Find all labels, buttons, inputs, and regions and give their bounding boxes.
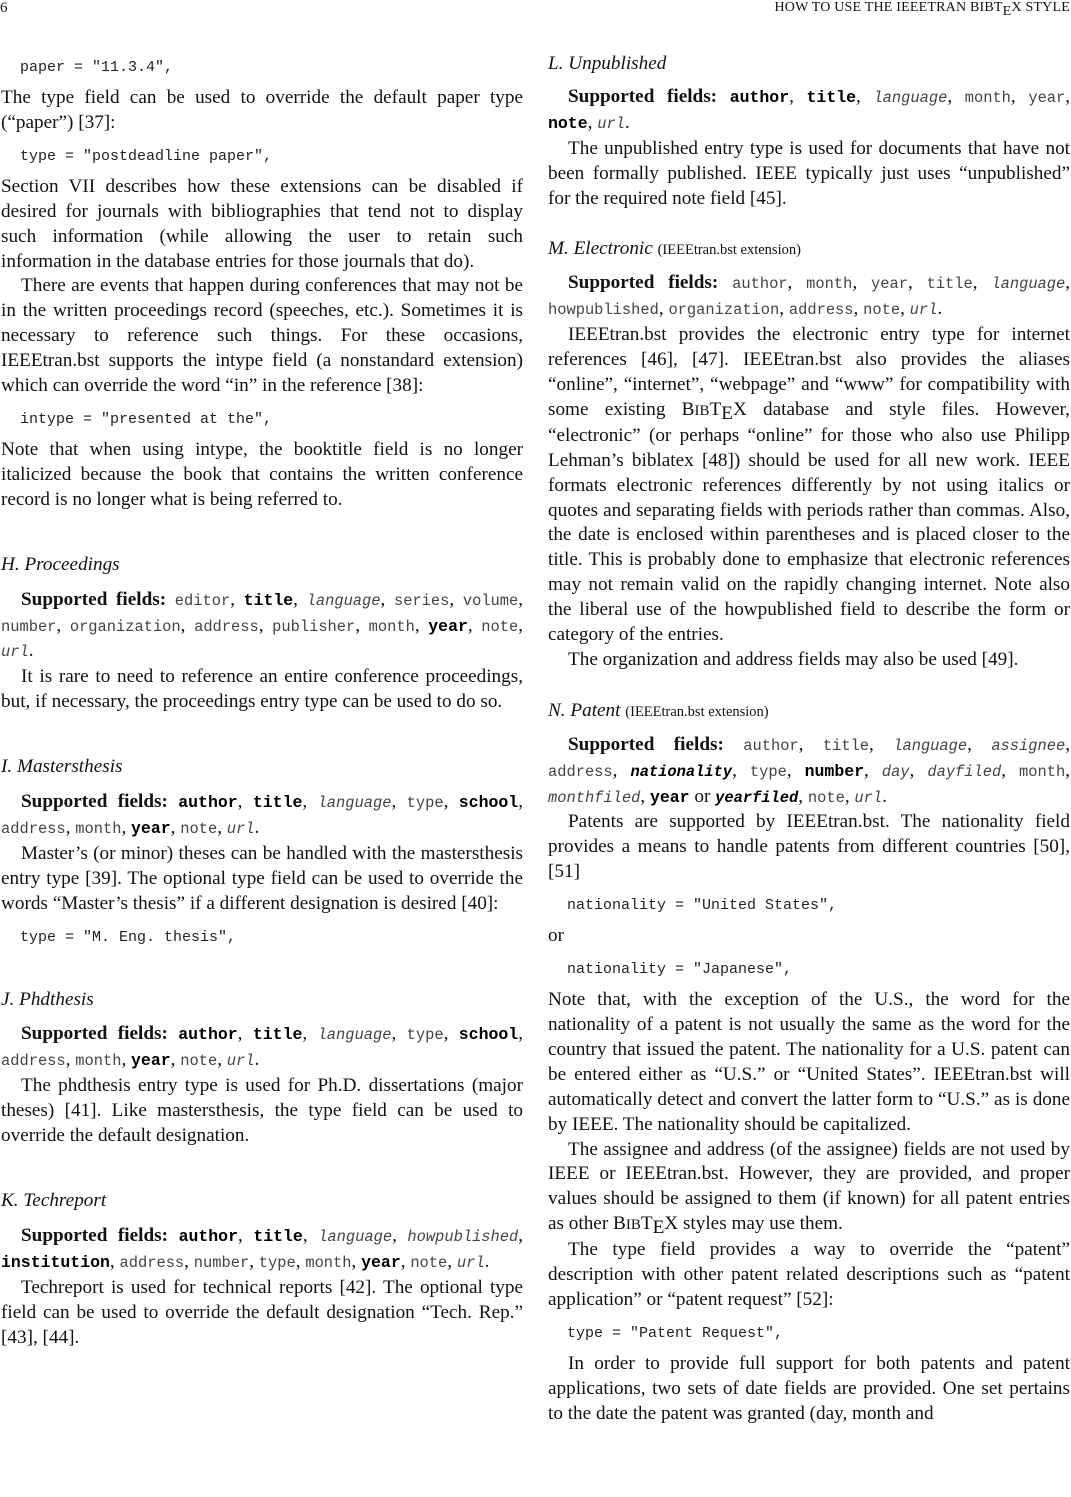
section-h-heading: H. Proceedings <box>1 553 120 575</box>
extension-note: (IEEEtran.bst extension) <box>657 242 801 259</box>
supported-fields-unpublished: Supported fields: author, title, language, month, year, note, url. <box>548 85 1071 133</box>
right-column <box>548 50 1070 1427</box>
para-or: or <box>548 925 564 947</box>
para-intype-note: Note that when using intype, the booktitle field is no longer italicized because the book that contains the written conference record is no longer what is being referred to. <box>1 438 523 510</box>
supported-fields-patent: Supported fields: author, title, language, assignee, address, nationality, type, number, day, dayfiled, month, monthfiled, year or yearfiled, note, url. <box>548 733 1071 807</box>
code-nationality-us: nationality = "United States", <box>567 897 838 915</box>
section-i-heading: I. Mastersthesis <box>1 756 123 778</box>
left-column <box>1 50 523 1350</box>
supported-fields-proceedings: Supported fields: editor, title, language, series, volume, number, organization, address, publisher, month, year, note, url. <box>1 588 524 662</box>
section-n-heading: N. Patent (IEEEtran.bst extension) <box>548 699 769 721</box>
supported-fields-label: Supported fields: <box>21 588 167 610</box>
code-nationality-jp: nationality = "Japanese", <box>567 961 793 979</box>
code-intype: intype = "presented at the", <box>20 410 273 428</box>
para-patents: Patents are supported by IEEEtran.bst. The nationality field provides a means to handle patents from different countries [50], [51] <box>548 811 1070 883</box>
para-type-patent: The type field provides a way to override the “patent” description with other patent related descriptions such as “patent application” or “patent request” [52]: <box>548 1239 1070 1310</box>
code-patent-request: type = "Patent Request", <box>567 1324 784 1342</box>
para-mastersthesis: Master’s (or minor) theses can be handled with the mastersthesis entry type [39]. The optional type field can be used to override the words “Master’s thesis” if a different designation is desired [40]: <box>1 842 523 914</box>
code-meng-thesis: type = "M. Eng. thesis", <box>20 928 237 946</box>
para-unpublished: The unpublished entry type is used for documents that have not been formally published. IEEE typically just uses “unpublished” for the required note field [45]. <box>548 137 1070 209</box>
para-phdthesis: The phdthesis entry type is used for Ph.D. dissertations (major theses) [41]. Like mastersthesis, the type field can be used to override the default designation. <box>1 1075 523 1147</box>
para-assignee: The assignee and address (of the assignee) fields are not used by IEEE or IEEEtran.bst. However, they are provided, and proper values should be assigned to them (if known) for all patent entries as other BIBTEX styles may use them. <box>548 1138 1070 1239</box>
supported-fields-phdthesis: Supported fields: author, title, language, type, school, address, month, year, note, url. <box>1 1023 523 1071</box>
para-section-vii: Section VII describes how these extensions can be disabled if desired for journals with bibliographies that tend not to display such information (while allowing the user to retain such information in the database entries for those journals that do). <box>1 175 523 272</box>
para-type-override: The type field can be used to override the default paper type (“paper”) [37]: <box>1 87 523 133</box>
supported-fields-mastersthesis: Supported fields: author, title, language, type, school, address, month, year, note, url. <box>1 791 523 838</box>
page-number: 6 <box>0 0 8 16</box>
para-techreport: Techreport is used for technical reports [42]. The optional type field can be used to override the default designation “Tech. Rep.” [43], [44]. <box>1 1276 523 1348</box>
para-electronic: IEEEtran.bst provides the electronic entry type for internet references [46], [47]. IEEEtran.bst also provides the aliases “online”, “internet”, “webpage” and “www” for compatibility with some existing BIBTEX database and style files. However, “electronic” (or perhaps “online” for those who also use Philipp Lehman’s biblatex [48]) should be used for all new work. IEEE formats electronic references differently by not using italics or quotes and separating fields with periods rather than commas. Also, the date is enclosed within parentheses and is placed closer to the title. This is probably done to emphasize that electronic references may not remain valid on the rapidly changing internet. Note also the liberal use of the howpublished field to describe the form or category of the entries. <box>548 324 1070 646</box>
para-events: There are events that happen during conferences that may not be in the written proceedings record (speeches, etc.). Sometimes it is necessary to reference such things. For these occasions, IEEEtran.bst supports the intype field (a nonstandard extension) which can override the word “in” in the reference [38]: <box>1 275 523 397</box>
para-nationality: Note that, with the exception of the U.S., the word for the nationality of a patent is not usually the same as the word for the country that issued the patent. The nationality for a U.S. patent can be entered either as “U.S.” or “United States”. IEEEtran.bst will automatically detect and convert the latter form to “U.S.” as is done by IEEE. The nationality should be capitalized. <box>548 989 1070 1135</box>
code-paper: paper = "11.3.4", <box>20 59 174 76</box>
section-m-heading: M. Electronic (IEEEtran.bst extension) <box>548 238 801 260</box>
supported-fields-electronic: Supported fields: author, month, year, title, language, howpublished, organization, address, note, url. <box>548 272 1071 320</box>
section-l-heading: L. Unpublished <box>548 53 667 74</box>
para-org-address: The organization and address fields may also be used [49]. <box>568 648 1019 670</box>
running-title: HOW TO USE THE IEEETRAN BIBTEX STYLE <box>774 0 1070 19</box>
section-j-heading: J. Phdthesis <box>1 988 94 1010</box>
section-k-heading: K. Techreport <box>1 1190 107 1211</box>
para-full-support: In order to provide full support for both patents and patent applications, two sets of date fields are provided. One set pertains to the date the patent was granted (day, month and <box>548 1352 1070 1424</box>
para-proceedings: It is rare to need to reference an entire conference proceedings, but, if necessary, the proceedings entry type can be used to do so. <box>1 666 523 713</box>
supported-fields-techreport: Supported fields: author, title, language, howpublished, institution, address, number, type, month, year, note, url. <box>1 1224 524 1272</box>
code-type-postdeadline: type = "postdeadline paper", <box>20 147 273 165</box>
